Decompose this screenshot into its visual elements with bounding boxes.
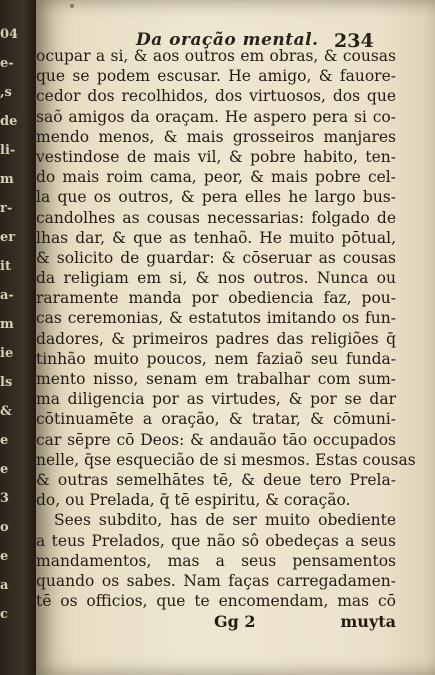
edge-fragment: r-: [0, 201, 13, 216]
text-line: da religiam em si, & nos outros. Nunca ou: [36, 269, 396, 288]
text-line: cas ceremonias, & estatutos imitando os fun-: [36, 309, 396, 328]
text-line: quando os sabes. Nam faças carregadamen-: [36, 571, 396, 590]
text-line: que se podem escusar. He amigo, & fauore-: [36, 67, 396, 86]
edge-fragment: a-: [0, 288, 14, 303]
edge-fragment: e: [0, 433, 9, 448]
page-footer: [36, 612, 396, 638]
text-line: lhas dar, & que as tenhaõ. He muito pōtual,: [36, 228, 396, 247]
text-line: ocupar a si, & aos outros em obras, & cousas: [36, 47, 396, 65]
edge-fragment: m: [0, 317, 14, 332]
edge-fragment: ie: [0, 346, 14, 361]
body-text: [36, 46, 416, 611]
signature-mark: Gg 2: [214, 612, 256, 631]
text-line: nelle, q̄se esquecião de si mesmos. Estas cousas: [36, 450, 416, 469]
text-line: mandamentos, mas a seus pensamentos: [36, 551, 396, 570]
text-line: Sees subdito, has de ser muito obediente: [54, 511, 396, 530]
edge-fragment: o: [0, 520, 9, 535]
edge-fragment: c: [0, 607, 8, 622]
edge-fragment: ,s: [0, 85, 12, 100]
edge-fragment: a: [0, 578, 9, 593]
text-line: dadores, & primeiros padres das religiões q̄: [36, 329, 396, 348]
text-line: la que os outros, & pera elles he largo bus-: [36, 188, 396, 207]
text-line: & solicito de guardar: & cōseruar as cousas: [36, 248, 396, 267]
text-line: cōtinuamēte a oração, & tratar, & cōmuni-: [36, 410, 396, 429]
text-line: mendo menos, & mais grosseiros manjares: [36, 127, 396, 146]
text-line: raramente manda por obediencia faz, pou-: [36, 289, 396, 308]
text-line: do mais roim cama, peor, & mais pobre cel-: [36, 168, 396, 187]
edge-fragment: li-: [0, 143, 16, 158]
edge-fragment: de: [0, 114, 18, 129]
edge-fragment: e: [0, 549, 9, 564]
text-line: mento nisso, senam em trabalhar com sum-: [36, 370, 396, 388]
ink-mark: [70, 4, 74, 8]
text-line: a teus Prelados, que não sô obedeças a seus: [36, 531, 396, 550]
page-number: 234: [334, 30, 374, 52]
text-line: candolhes as cousas necessarias: folgado de: [36, 208, 396, 227]
text-line: saõ amigos da oraçam. He aspero pera si co-: [36, 107, 396, 126]
text-line: tē os officios, que te encomendam, mas cō: [36, 592, 396, 611]
edge-fragment: it: [0, 259, 11, 274]
text-line: cedor dos recolhidos, dos virtuosos, dos que: [36, 87, 396, 106]
edge-fragment: &: [0, 404, 12, 419]
edge-fragment: e-: [0, 56, 14, 71]
text-line: ma diligencia por as virtudes, & por se dar: [36, 390, 396, 409]
facing-page-edge: [0, 20, 19, 660]
text-line: vestindose de mais vil, & pobre habito, ten-: [36, 147, 396, 166]
book-page: [36, 0, 435, 675]
edge-fragment: 04: [0, 27, 19, 42]
catchword: muyta: [340, 612, 396, 631]
edge-fragment: ls: [0, 375, 13, 390]
running-head: Da oração mental.: [136, 30, 319, 50]
edge-fragment: m: [0, 172, 14, 187]
edge-fragment: e: [0, 462, 9, 477]
edge-fragment: 3: [0, 491, 10, 506]
text-line: tinhão muito poucos, nem faziaõ seu funda-: [36, 349, 396, 368]
edge-fragment: er: [0, 230, 16, 245]
text-line: car sēpre cō Deos: & andauão tāo occupados: [36, 430, 396, 449]
text-line: do, ou Prelada, q̄ tē espiritu, & coração.: [36, 491, 351, 510]
text-line: & outras semelhātes tē, & deue tero Prela-: [36, 470, 396, 489]
